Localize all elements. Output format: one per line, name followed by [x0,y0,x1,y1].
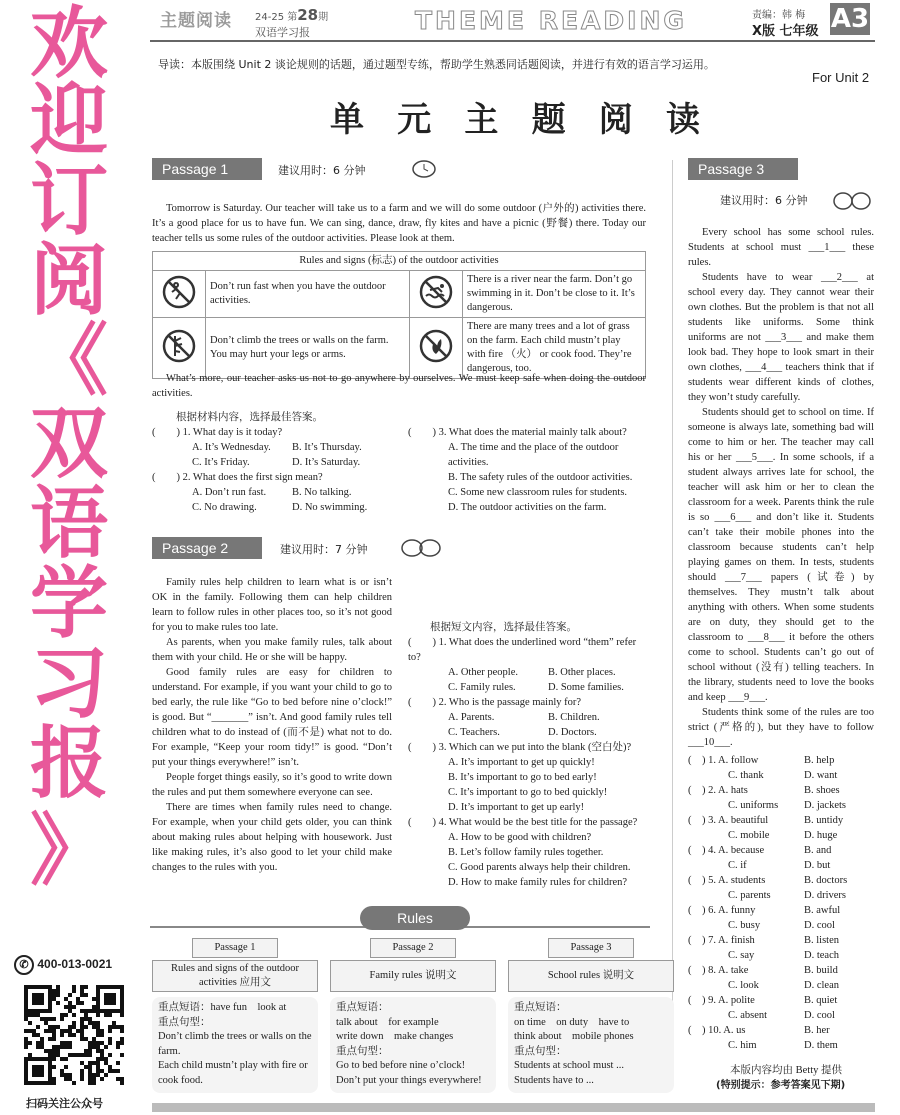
map-passage-label: Passage 3 [548,938,634,958]
sign-text: Don’t climb the trees or walls on the farm. You may hurt your legs or arms. [206,318,410,379]
map-detail-line: Don’t climb the trees or walls on the farm. [158,1031,312,1057]
option[interactable]: B. Children. [548,712,600,723]
passage2-instruction: 根据短文内容，选择最佳答案。 [430,622,577,633]
sidebar-char: 学 [29,559,108,649]
option[interactable]: D. Doctors. [548,727,597,738]
clock-icon [410,158,438,185]
cloze-question-row2 [688,948,874,963]
bottom-bar [152,1103,875,1112]
passage3-questions [688,753,874,1053]
option[interactable]: C. Teachers. [448,727,500,738]
map-detail-line: think about mobile phones [514,1031,634,1042]
sidebar-char: 》 [29,806,108,896]
sign-text: There are many trees and a lot of grass on the farm. Each child mustn’t play with fire （火） or cook food. They’re dangerous, too. [463,318,646,379]
sidebar-char: 报 [29,719,108,809]
option[interactable]: D. cool [804,1010,835,1021]
option[interactable]: C. It’s Friday. [192,457,250,468]
sign-text: There is a river near the farm. Don’t go swimming in it. Don’t be close to it. It’s dangerous. [463,271,646,318]
option[interactable]: D. cool [804,920,835,931]
phone-icon: ✆ [14,955,34,975]
option[interactable]: ( ) 2. A. hats [688,785,748,796]
option[interactable]: C. look [728,980,759,991]
rules-table [152,251,646,379]
option[interactable]: C. Good parents always help their children. [448,862,631,873]
phone-number[interactable]: ✆ 400-013-0021 [14,955,112,975]
option[interactable]: A. Don’t run fast. [192,487,267,498]
option[interactable]: B. It’s important to go to bed early! [448,772,597,783]
cloze-question [688,873,874,888]
answer-note: (特别提示：参考答案见下期) [716,1080,846,1091]
option[interactable]: D. How to make family rules for children? [448,877,628,888]
map-detail-line: Each child mustn’t play with fire or cook food. [158,1060,308,1086]
passage3-header: Passage 3 [688,158,798,180]
question-stem: ( ) 1. What day is it today? [152,427,283,438]
map-topic: School rules 说明文 [508,960,674,992]
title-char: 主 [464,100,499,140]
map-details [508,997,674,1093]
credit: 本版内容均由 Betty 提供 [730,1065,842,1076]
qr-code[interactable] [24,985,124,1085]
option[interactable]: D. Some families. [548,682,624,693]
cloze-question [688,963,874,978]
title-char: 阅 [598,100,633,140]
editor: 责编：韩 梅 [752,10,806,21]
option[interactable]: C. Some new classroom rules for students. [448,487,628,498]
option[interactable]: B. doctors [804,875,848,886]
option[interactable]: C. absent [728,1010,768,1021]
cloze-question [688,783,874,798]
option[interactable]: C. No drawing. [192,502,257,513]
option[interactable]: D. teach [804,950,839,961]
option[interactable]: ( ) 4. A. because [688,845,765,856]
passage1-instruction: 根据材料内容，选择最佳答案。 [176,412,323,423]
map-topic: Family rules 说明文 [330,960,496,992]
map-detail-line: Students at school must ... [514,1060,624,1071]
sidebar-char: 订 [29,156,108,246]
issue-info: 24-25 第28期 双语学习报 [255,6,329,39]
option[interactable]: C. mobile [728,830,770,841]
cloze-question-row2 [688,1008,874,1023]
passage2-text: Family rules help children to learn what is or isn’t OK in the family. Following them can help children learn to follow rules in other places too, so it’s not good for you to make rules too late. As parents, when you make family rules, talk about them with your child. He or she will be happy. Good family rules are easy for children to understand. For example, if you want your child to go to bed early, the rule like “Go to bed before nine o’clock!” is good. But “_______” isn’t. And good family rules tell children what to do instead of (而不是) what not to do. For example, “Keep your room tidy!” is good. “Don’t put your things everywhere!” isn’t. People forget things easily, so it’s good to write down the rules and put them somewhere everyone can see. There are times when family rules need to change. For example, when your child gets older, you can think about making rules about helping with housework. Just like making rules, it’s also good to let your child make changes to the rules with you. [152,577,392,873]
option[interactable]: B. listen [804,935,840,946]
page-title [330,92,700,141]
map-passage-label: Passage 2 [370,938,456,958]
sidebar-char: 习 [29,639,108,729]
title-char: 元 [397,100,432,140]
option[interactable]: D. The outdoor activities on the farm. [448,502,607,513]
option[interactable]: D. them [804,1040,838,1051]
option[interactable]: D. jackets [804,800,846,811]
map-details [152,997,318,1093]
cloze-question-row2 [688,828,874,843]
option[interactable]: B. Other places. [548,667,616,678]
option[interactable]: C. It’s important to go to bed quickly! [448,787,608,798]
option[interactable]: C. thank [728,770,764,781]
table-title: Rules and signs (标志) of the outdoor activities [153,252,646,271]
map-detail-line: talk about for example [336,1016,439,1028]
passage1-intro: Tomorrow is Saturday. Our teacher will take us to a farm and we will do some outdoor (户外的) activities there. It’s a good place for us to have fun. We can sing, dance, draw, fly kites and have a picnic (野餐) there. Today our teacher tells us some rules of the outdoor activities. Please look at them. [152,203,646,244]
map-detail-line: Go to bed before nine o’clock! [336,1060,466,1071]
option[interactable]: ( ) 3. A. beautiful [688,815,769,826]
cloze-question [688,903,874,918]
qr-code-icon [24,985,124,1085]
option[interactable]: D. It’s important to get up early! [448,802,585,813]
map-detail-line: Don’t put your things everywhere! [336,1074,482,1086]
sign-text: Don’t run fast when you have the outdoor activities. [206,271,410,318]
cloze-question-row2 [688,858,874,873]
sign-cell [153,271,206,318]
title-char: 读 [665,100,700,140]
question-stem: ( ) 2. What does the first sign mean? [152,472,323,483]
map-detail-line: 重点短语： [514,1002,567,1013]
option[interactable]: B. and [804,845,832,856]
cloze-question [688,753,874,768]
map-topic: Rules and signs of the outdoor activities 应用文 [152,960,318,992]
cloze-question [688,933,874,948]
option[interactable]: B. The safety rules of the outdoor activities. [448,472,633,483]
question-stem: ( ) 3. Which can we put into the blank (空白处)? [408,742,632,753]
passage2-questions [408,620,648,890]
passage2-header: Passage 2 [152,537,262,559]
sidebar-char: 欢 [29,0,108,89]
column-divider [672,160,673,1050]
sign-cell [410,271,463,318]
passage1-time: 建议用时：6 分钟 [278,164,366,177]
option[interactable]: C. parents [728,890,771,901]
edition: X版 七年级 [752,24,819,39]
map-detail-line: 重点短语： [336,1002,389,1013]
option[interactable]: B. build [804,965,838,976]
option[interactable]: D. want [804,770,838,781]
option[interactable]: B. No talking. [292,487,352,498]
title-char: 题 [531,100,566,140]
option[interactable]: ( ) 5. A. students [688,875,766,886]
map-detail-line: 重点句型： [158,1016,211,1028]
map-detail-line: 重点句型： [336,1045,389,1057]
sidebar-char: 双 [29,399,108,489]
option[interactable]: A. It’s important to get up quickly! [448,757,595,768]
option[interactable]: B. untidy [804,815,844,826]
cloze-question [688,813,874,828]
option[interactable]: B. help [804,755,835,766]
option[interactable]: B. her [804,1025,830,1036]
option[interactable]: B. shoes [804,785,840,796]
option[interactable]: C. uniforms [728,800,779,811]
question-stem: ( ) 4. What would be the best title for the passage? [408,817,638,828]
for-unit: For Unit 2 [812,70,870,85]
sign-cell [153,318,206,379]
option[interactable]: D. It’s Saturday. [292,457,361,468]
map-detail-line: 重点短语：have fun look at [158,1002,287,1013]
cloze-question-row2 [688,918,874,933]
no-climbing-icon [161,328,197,364]
sign-cell [410,318,463,379]
cloze-question [688,1023,874,1038]
map-detail-line: 重点句型： [514,1045,567,1057]
option[interactable]: B. Let’s follow family rules together. [448,847,604,858]
passage1-q-right [408,425,648,515]
question-stem: ( ) 3. What does the material mainly talk about? [408,427,627,438]
title-char: 单 [330,100,364,140]
option[interactable]: D. drivers [804,890,846,901]
cloze-question-row2 [688,1038,874,1053]
option[interactable]: ( ) 7. A. finish [688,935,755,946]
option[interactable]: C. busy [728,920,761,931]
option[interactable]: A. Other people. [448,667,518,678]
map-details [330,997,496,1093]
theme-reading-banner: THEME READING [415,6,687,35]
no-running-icon [161,274,197,310]
passage3-text: Every school has some school rules. Students at school must ___1___ these rules. Students have to wear ___2___ at school every day. They cannot wear their own clothes. But the problem is that not all students like uniforms. Some think uniforms are not ___3___ and make them look bad. They hope to look smart in their own clothes, ___4___ teachers think that if students wear different kinds of clothes, they won’t study carefully. Students should get to school on time. If someone is always late, something bad will come to him or her. The teacher may call his or her ___5___. In some schools, if a student always arrives late for school, the teacher will ask him or her to clean the classroom for a week. Parents think the rule is so ___6___ and don’t like it. Students can’t take their mobile phones into the classroom because students can’t help playing games on them. In tests, students should ___7___ papers (试卷) by themselves. They mustn’t talk about anything with others. When some students are on duty, they should get to the classroom to ___8___ it before the others come to school. Students can’t go out of school without (没有) telling teachers. In the library, students need to love the books and keep ___9___. Students think some of the rules are too strict (严格的), but they have to follow ___10___. [688,227,874,748]
option[interactable]: D. huge [804,830,838,841]
option[interactable]: A. The time and the place of the outdoor activities. [448,442,619,468]
map-detail-line: on time on duty have to [514,1016,630,1028]
option[interactable]: D. clean [804,980,839,991]
map-passage-label: Passage 1 [192,938,278,958]
no-fire-icon [418,328,454,364]
option[interactable]: C. Family rules. [448,682,516,693]
option[interactable]: D. but [804,860,831,871]
question-stem: ( ) 2. Who is the passage mainly for? [408,697,582,708]
header-logo: 主题阅读 [160,11,232,31]
option[interactable]: A. How to be good with children? [448,832,592,843]
option[interactable]: C. say [728,950,755,961]
cloze-question-row2 [688,978,874,993]
option[interactable]: ( ) 1. A. follow [688,755,759,766]
option[interactable]: B. It’s Thursday. [292,442,362,453]
option[interactable]: B. awful [804,905,841,916]
cloze-question-row2 [688,888,874,903]
clock-icon [400,537,442,564]
no-swimming-icon [418,274,454,310]
option[interactable]: ( ) 9. A. polite [688,995,755,1006]
option[interactable]: D. No swimming. [292,502,368,513]
cloze-question-row2 [688,798,874,813]
passage1-header: Passage 1 [152,158,262,180]
question-stem: ( ) 1. What does the underlined word “them” refer to? [408,637,637,663]
scan-caption: 扫码关注公众号 [26,1097,103,1110]
passage1-outro: What’s more, our teacher asks us not to go anywhere by ourselves. We must keep safe when doing the outdoor activities. [152,373,646,399]
sidebar-char: 语 [29,479,108,569]
passage2-time: 建议用时：7 分钟 [280,543,368,556]
option[interactable]: C. if [728,860,747,871]
option[interactable]: ( ) 10. A. us [688,1025,746,1036]
option[interactable]: A. Parents. [448,712,495,723]
sidebar-char: 迎 [29,76,108,166]
cloze-question-row2 [688,768,874,783]
cloze-question [688,843,874,858]
clock-icon [832,190,872,217]
cloze-question [688,993,874,1008]
option[interactable]: C. him [728,1040,757,1051]
header-divider [150,40,875,42]
guide-text: 导读：本版围绕 Unit 2 谈论规则的话题，通过题型专练，帮助学生熟悉同话题阅读，并进行有效的语言学习运用。 [158,58,715,71]
sidebar-char: 《 [29,316,108,406]
passage1-q-left [152,425,402,515]
option[interactable]: ( ) 8. A. take [688,965,749,976]
option[interactable]: B. quiet [804,995,838,1006]
page-number: A3 [830,4,870,34]
map-detail-line: write down make changes [336,1031,454,1042]
option[interactable]: A. It’s Wednesday. [192,442,271,453]
passage3-time: 建议用时：6 分钟 [720,194,808,207]
sidebar-char: 阅 [29,236,108,326]
map-detail-line: Students have to ... [514,1074,594,1086]
rules-title: Rules [360,906,470,930]
option[interactable]: ( ) 6. A. funny [688,905,756,916]
